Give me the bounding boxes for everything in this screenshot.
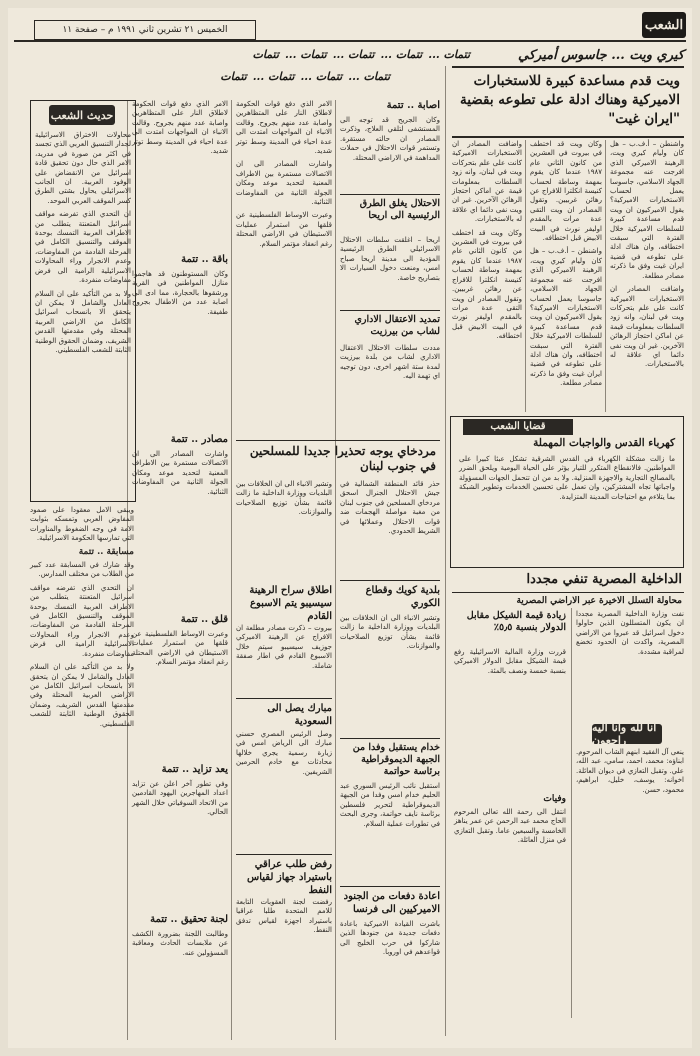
column-rule	[571, 608, 572, 1018]
closure-text: اريحا – اغلقت سلطات الاحتلال الاسرائيلي الطرق الرئيسية المؤدية الى مدينة اريحا صباح امس، ومنعت دخول السيارات الا بتصاريح خاصة.	[340, 236, 440, 282]
interior-headline: الداخلية المصرية تنفي مجددا	[526, 572, 682, 587]
newspaper-page	[8, 8, 692, 1048]
mordechai-text-b: وتشير الانباء الى ان الخلافات بين البلديات ووزارة الداخلية ما زالت قائمة بشأن توزيع الصلاحيات والموازنات.	[236, 480, 332, 517]
strip-word: تتمات ...	[380, 48, 423, 61]
mordechai-text-a: حذر قائد المنطقة الشمالية في جيش الاحتلال الجنرال اسحق مردخاي المسلحين في جنوب لبنان من مغبة مواصلة الهجمات ضد قوات الاحتلال وعملائها في الشريط الحدودي.	[340, 480, 440, 536]
qalt-headline: قلق .. تتمة	[180, 614, 228, 625]
lead-column-3	[452, 140, 522, 412]
kuwait-headline: بلدية كويك وقطاع الكوري	[365, 585, 440, 609]
obituary-names: ينعى آل الفقيد ابنهم الشاب المرحوم. ابناؤه: محمد، احمد، سامي، عبد الله، علي. وتقبل التعازي في ديوان العائلة. اخوانه: يوسف، خليل، ابراهيم، محمود، حسن.	[576, 748, 684, 794]
strip-word: تتمات ...	[348, 70, 390, 83]
column-rule	[445, 66, 446, 1036]
qadaya-box	[450, 416, 684, 568]
center-paragraph: الامر الذي دفع قوات الحكومة لاطلاق النار على المتظاهرين واصابة عدد منهم بجروح. وقالت الانباء ان المواجهات امتدت الى عدة احياء في المدينة وسط توتر شديد.	[236, 100, 332, 156]
oil-headline: رفض طلب عراقي باستيراد جهاز لقياس النفط	[247, 859, 332, 896]
kuwait-text: وتشير الانباء الى ان الخلافات بين البلديات ووزارة الداخلية ما زالت قائمة بشأن توزيع الصلاحيات والموازنات.	[340, 614, 440, 651]
column-rule	[525, 140, 526, 412]
lajna-headline: لجنة تحقيق .. تتمة	[150, 914, 228, 925]
qadaya-subtitle: كهرباء القدس والواجبات المهملة	[533, 437, 675, 449]
commentary-paragraph: محاولات الاختراق الاسرائيلية لجدار التنسيق العربي الذي تجسد في اكثر من صورة في مدريد، الامر الذي حال دون تحقيق قادة اسرائيل من الانقضاض على الوفود العربية. ان الجانب الاسرائيلي يحاول بشتى الطرق كسر الموقف العربي الموحد.	[35, 131, 131, 205]
row-rule	[340, 886, 440, 887]
center-text-a	[236, 100, 332, 435]
khaddam-text: استقبل نائب الرئيس السوري عبد الحليم خدام امس وفدا من الجبهة الديموقراطية لتحرير فلسطين برئاسة نايف حواتمة، وجرى البحث في تطورات عملية السلام.	[340, 782, 440, 828]
qadaya-title: قضايا الشعب	[463, 419, 573, 435]
strip-word: تتمات	[252, 48, 279, 61]
commentary-badge: حديث الشعب	[49, 105, 115, 125]
strip-word: تتمات ...	[428, 48, 470, 61]
commentary-paragraph: ويبقى الامل معقودا على صمود المفاوض العربي وتمسكه بثوابت الامة في وجه الضغوط والمناورات التي تمارسها الحكومة الاسرائيلية.	[30, 506, 134, 543]
strip-word: تتمات ...	[284, 48, 327, 61]
center-paragraph: وعبرت الاوساط الفلسطينية عن قلقها من استمرار عمليات الاستيطان في الاراضي المحتلة رغم انعقاد مؤتمر السلام.	[236, 211, 332, 248]
interior-subhead: محاولة التسلل الاخيرة عبر الاراضي المصرية	[516, 596, 682, 606]
misr-headline: مصادر .. تتمة	[170, 434, 228, 445]
continuations-strip	[30, 46, 470, 92]
header-rule	[14, 40, 686, 42]
commentary-paragraph: ولا بد من التأكيد على ان السلام العادل والشامل لا يمكن ان يتحقق الا بانسحاب اسرائيل الكامل من الاراضي العربية المحتلة وفي مقدمتها القدس الشريف، وضمان الحقوق الوطنية الثابتة للشعب الفلسطيني.	[30, 663, 134, 728]
obituary-badge: انا لله وانا اليه راجعون	[592, 724, 662, 744]
commentary-paragraph: ولا بد من التأكيد على ان السلام العادل والشامل لا يمكن ان يتحقق الا بانسحاب اسرائيل الكامل من الاراضي العربية المحتلة وفي مقدمتها القدس الشريف، وضمان الحقوق الوطنية الثابتة للشعب الفلسطيني.	[35, 289, 131, 354]
dateline: الخميس ٢١ تشرين ثاني ١٩٩١ م – صفحة ١١	[34, 20, 256, 40]
arrests-headline: تمديد الاعتقال الاداري لشاب من بيرزيت	[354, 314, 440, 337]
lead-paragraph: واضافت المصادر ان الاستخبارات الاميركية كانت على علم بتحركات ويت في لبنان، وانه زود السلطات بمعلومات قيمة عن اماكن احتجاز الرهائن الآخرين. غير ان ويت نفى دائما اي علاقة له بالاستخبارات.	[610, 285, 684, 369]
column-rule	[605, 140, 606, 412]
qadaya-text: ما زالت مشكلة الكهرباء في القدس الشرقية تشكل عبئا كبيرا على المواطنين. فالانقطاع المتكرر للتيار يؤثر على الحياة اليومية ويلحق الضرر بالمصالح التجارية والاجهزة المنزلية. ولا بد من ان تتحمل الجهات المسؤولة واجباتها تجاه المشتركين، وان تعمل على تحسين الخدمات وتطوير الشبكة بما يتلاءم مع احتياجات المدينة المتزايدة.	[459, 455, 675, 501]
strip-word: تتمات	[220, 70, 247, 83]
commentary-text	[35, 131, 131, 497]
launch-headline: اطلاق سراح الرهينة سيسيبو يتم الاسبوع القادم	[249, 585, 332, 622]
strip-word: تتمات ...	[300, 70, 343, 83]
injury-text: وكان الجريح قد توجه الى المستشفى لتلقي العلاج، وذكرت المصادر ان حالته مستقرة. وتستمر قوات الاحتلال في حملات المداهمة في الاراضي المحتلة.	[340, 116, 440, 162]
lead-kicker: كيري ويت ... جاسوس أميركي	[518, 48, 684, 63]
newspaper-logo: الشعب	[642, 12, 686, 38]
mubarak-headline: مبارك يصل الى السعودية	[267, 703, 332, 727]
injury-headline: اصابة .. تتمة	[386, 100, 440, 111]
shekel-text: قررت وزارة المالية الاسرائيلية رفع قيمة الشيكل مقابل الدولار الاميركي بنسبة خمسة ونصف بالمئة.	[454, 648, 566, 675]
row-rule	[236, 854, 332, 855]
mubarak-text: وصل الرئيس المصري حسني مبارك الى الرياض امس في زيارة رسمية يجري خلالها محادثات مع خادم الحرمين الشريفين.	[236, 730, 332, 776]
arrests-text: مددت سلطات الاحتلال الاعتقال الاداري لشاب من بلدة بيرزيت لمدة ستة اشهر اخرى، دون توجيه اي تهمة اليه.	[340, 344, 440, 381]
center-paragraph: الامر الذي دفع قوات الحكومة لاطلاق النار على المتظاهرين واصابة عدد منهم بجروح. وقالت الانباء ان المواجهات امتدت الى عدة احياء في المدينة وسط توتر شديد.	[132, 100, 228, 156]
commentary-continued	[30, 506, 134, 1030]
center-text-b	[132, 100, 228, 250]
strip-row-2	[220, 70, 390, 83]
launch-text: بيروت – ذكرت مصادر مطلعة ان الافراج عن الرهينة الاميركي جوزيف سيسيبو سيتم خلال الاسبوع القادم في اطار صفقة شاملة.	[236, 624, 332, 670]
lead-paragraph: واضافت المصادر ان الاستخبارات الاميركية كانت على علم بتحركات ويت في لبنان، وانه زود السلطات بمعلومات قيمة عن اماكن احتجاز الرهائن الآخرين. غير ان ويت نفى دائما اي علاقة له بالاستخبارات.	[452, 140, 522, 224]
column-rule	[335, 100, 336, 1040]
oil-text: رفضت لجنة العقوبات التابعة للامم المتحدة طلبا عراقيا باستيراد اجهزة لقياس تدفق النفط.	[236, 898, 332, 935]
strip-word: تتمات ...	[332, 48, 375, 61]
baqa-headline: باقة .. تتمة	[181, 254, 228, 265]
shekel-headline: زيادة قيمة الشيكل مقابل الدولار بنسبة ٥٫٥٪	[466, 610, 566, 633]
baqa-text: وكان المستوطنون قد هاجموا منازل المواطنين في القرية ورشقوها بالحجارة، مما ادى الى اصابة عدد من الاطفال بجروح طفيفة.	[132, 270, 228, 316]
misr-text: واشارت المصادر الى ان الاتصالات مستمرة بين الاطراف المعنية لتحديد موعد ومكان الجولة الثانية من المفاوضات الثنائية.	[132, 450, 228, 496]
france-headline: اعادة دفعات من الجنود الاميركيين الى فرنسا	[343, 891, 440, 915]
lead-paragraph: وكان ويت قد اختطف في بيروت في العشرين من كانون الثاني عام ١٩٨٧ عندما كان يقوم بمهمة وساطة لحساب كنيسة انكلترا للافراج عن رهائن غربيين. وتقول المصادر ان ويت التقى عدة مرات بالمقدم اوليفر نورث في البيت الابيض قبل اختطافه.	[452, 228, 522, 341]
commentary-paragraph: ان التحدي الذي تفرضه مواقف اسرائيل المتعنتة يتطلب من الاطراف العربية التمسك بوحدة الموقف والتنسيق الكامل في المرحلة القادمة من المفاوضات، وعدم الانجرار وراء المحاولات الاسرائيلية الرامية الى فرض مفاوضات منفردة.	[35, 210, 131, 285]
sound-headline: مسابقة .. تتمة	[78, 546, 134, 557]
lajna-text: وطالبت اللجنة بضرورة الكشف عن ملابسات الحادث ومعاقبة المسؤولين عنه.	[132, 930, 228, 957]
lead-column-2	[530, 140, 602, 412]
yoad-headline: يعد تزايد .. تتمة	[161, 764, 228, 775]
yoad-text: وفي تطور آخر اعلن عن تزايد اعداد المهاجرين اليهود القادمين من الاتحاد السوفياتي خلال الشهر الحالي.	[132, 780, 228, 817]
row-rule	[340, 738, 440, 739]
lead-headline: ويت قدم مساعدة كبيرة للاستخبارات الاميركية وهناك ادلة على تطوعه بقضية "ايران غيت"	[460, 73, 680, 127]
lead-paragraph: وكان ويت قد اختطف في بيروت في العشرين من كانون الثاني عام ١٩٨٧ عندما كان يقوم بمهمة وساطة لحساب كنيسة انكلترا للافراج عن رهائن غربيين. وتقول المصادر ان ويت التقى عدة مرات بالمقدم اوليفر نورث في البيت الابيض قبل اختطافه.	[530, 140, 602, 243]
obit-text: انتقل الى رحمة الله تعالى المرحوم الحاج محمد عبد الرحمن عن عمر يناهز الخامسة والسبعين عاما. وتقبل التعازي في منزل العائلة.	[454, 808, 566, 845]
lead-column-1	[610, 140, 684, 412]
row-rule	[340, 580, 440, 581]
row-rule	[340, 310, 440, 311]
row-rule	[236, 698, 332, 699]
row-rule	[236, 440, 440, 441]
closure-headline: الاحتلال يغلق الطرق الرئيسية الى اريحا	[359, 198, 440, 221]
lead-paragraph: واشنطن – أ.ف.ب – هل كان وليام كيري ويت، الرهينة الاميركي الذي افرجت عنه مجموعة الجهاد الاسلامي، جاسوسا يعمل لحساب الاستخبارات الاميركية؟ يقول الاميركيون ان ويت قدم مساعدة كبيرة للسلطات الاميركية خلال الفترة التي سبقت اختطافه، وان هناك ادلة على تطوعه في قضية ايران غيت وفق ما ذكرته مصادر مطلعة.	[610, 140, 684, 280]
lead-headline-box	[452, 66, 684, 138]
row-rule	[452, 592, 684, 593]
commentary-paragraph: وقد شارك في المسابقة عدد كبير من الطلاب من مختلف المدارس.	[30, 561, 134, 579]
interior-text: نفت وزارة الداخلية المصرية مجددا ان يكون المتسللون الذين حاولوا دخول اسرائيل قد عبروا من الاراضي المصرية، واكدت ان الحدود تخضع لمراقبة مشددة.	[576, 610, 684, 656]
france-text: باشرت القيادة الاميركية باعادة دفعات جديدة من جنودها الذين شاركوا في حرب الخليج الى قواعدهم في اوروبا.	[340, 920, 440, 957]
masthead	[14, 12, 686, 46]
obit-headline: وفيات	[543, 794, 566, 804]
center-paragraph: واشارت المصادر الى ان الاتصالات مستمرة بين الاطراف المعنية لتحديد موعد ومكان الجولة الثانية من المفاوضات الثنائية.	[236, 160, 332, 207]
lead-paragraph: واشنطن – أ.ف.ب – هل كان وليام كيري ويت، الرهينة الاميركي الذي افرجت عنه مجموعة الجهاد الاسلامي، جاسوسا يعمل لحساب الاستخبارات الاميركية؟ يقول الاميركيون ان ويت قدم مساعدة كبيرة للسلطات الاميركية خلال الفترة التي سبقت اختطافه، وان هناك ادلة على تطوعه في قضية ايران غيت وفق ما ذكرته مصادر مطلعة.	[530, 247, 602, 388]
mordechai-headline: مردخاي يوجه تحذيرا جديدا للمسلحين في جنوب لبنان	[249, 444, 436, 473]
commentary-box	[30, 100, 136, 502]
khaddam-headline: خدام يستقبل وفدا من الجبهة الديموقراطية برئاسة حواتمة	[352, 742, 440, 777]
strip-row-1	[252, 48, 470, 61]
commentary-paragraph: ان التحدي الذي تفرضه مواقف اسرائيل المتعنتة يتطلب من الاطراف العربية التمسك بوحدة الموقف والتنسيق الكامل في المرحلة القادمة من المفاوضات، وعدم الانجرار وراء المحاولات الاسرائيلية الرامية الى فرض مفاوضات منفردة.	[30, 583, 134, 658]
strip-word: تتمات ...	[252, 70, 295, 83]
qalt-text: وعبرت الاوساط الفلسطينية عن قلقها من استمرار عمليات الاستيطان في الاراضي المحتلة رغم انعقاد مؤتمر السلام.	[132, 630, 228, 667]
row-rule	[340, 194, 440, 195]
column-rule	[231, 100, 232, 1040]
